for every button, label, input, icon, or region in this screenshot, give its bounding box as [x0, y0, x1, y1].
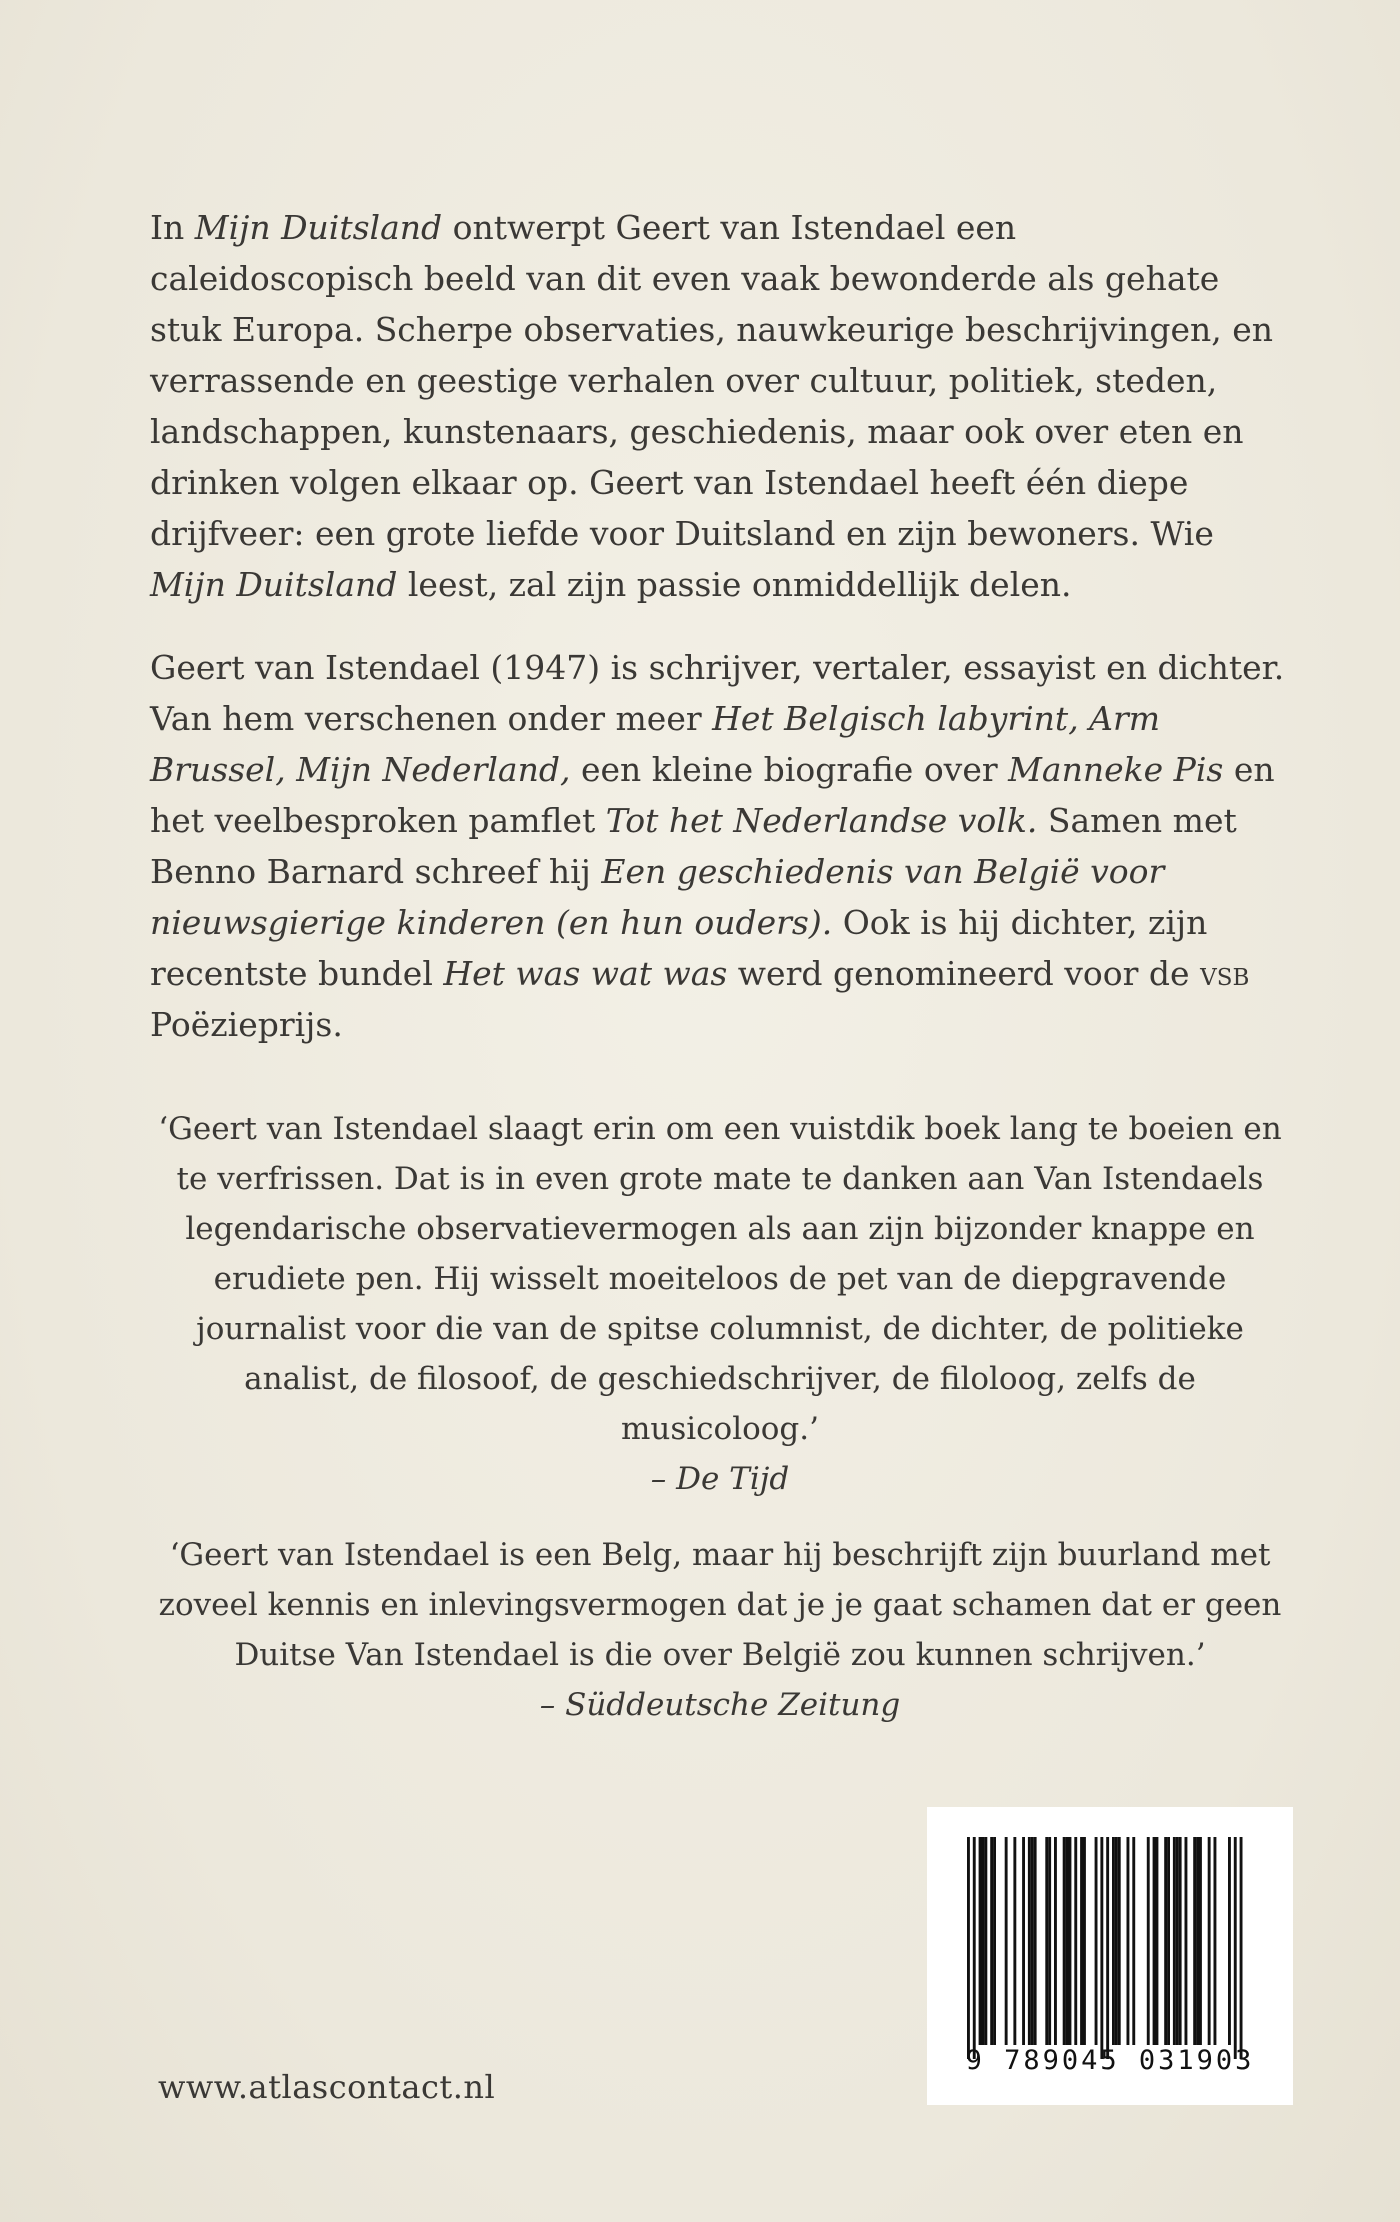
author-bio-text [150, 642, 1290, 1050]
barcode-bar [1208, 1837, 1211, 2045]
barcode-bar [1228, 1837, 1231, 2045]
text-run: Poëzieprijs. [150, 1005, 343, 1044]
text-run: In [150, 208, 195, 247]
text-run: Een geschiedenis van België voor nieuwsgierige kinderen (en hun ouders). [150, 852, 1165, 942]
text-run: Het was wat was [443, 954, 728, 993]
text-run: Manneke Pis [1008, 750, 1224, 789]
barcode-bar [1034, 1837, 1037, 2045]
barcode-bar [1112, 1837, 1115, 2045]
barcode-bar [1179, 1837, 1182, 2045]
text-run: Tot het Nederlandse volk. [605, 801, 1038, 840]
barcode-bar [1080, 1837, 1083, 2045]
isbn-barcode [927, 1807, 1293, 2105]
barcode-bar [1048, 1837, 1051, 2045]
barcode-bar [1066, 1837, 1069, 2045]
publisher-website: www.atlascontact.nl [158, 2068, 496, 2106]
barcode-bar [1132, 1837, 1135, 2045]
barcode-bar [1083, 1837, 1086, 2045]
author-bio-paragraph [150, 642, 1290, 1050]
barcode-bar [990, 1837, 993, 2045]
text-run: leest, zal zijn passie onmiddellijk delen. [397, 565, 1072, 604]
barcode-bar [1074, 1837, 1077, 2045]
text-run: Mijn Duitsland [194, 208, 443, 247]
barcode-bar [1115, 1837, 1118, 2045]
barcode-bar [1031, 1837, 1034, 2045]
review-quote-2 [150, 1530, 1290, 1730]
barcode-bar [973, 1837, 976, 2059]
isbn-number: 9 789045 031903 [965, 2045, 1255, 2076]
text-run: ontwerpt Geert van Istendael een caleidoscopisch beeld van dit even vaak bewonderde als gehate stuk Europa. Scherpe observaties, nauwkeurige beschrijvingen, en verrassende en geestige verhalen over cultuur, politiek, steden, landschappen, kunstenaars, geschiedenis, maar ook over eten en drinken volgen elkaar op. Geert van Istendael heeft één diepe drijfveer: een grote liefde voor Duitsland en zijn bewoners. Wie [150, 208, 1273, 553]
barcode-bar [1153, 1837, 1156, 2045]
barcode-bar [1164, 1837, 1167, 2045]
barcode-bar [1045, 1837, 1048, 2045]
barcode-bar [1176, 1837, 1179, 2045]
text-run: en het veelbesproken pamflet [150, 750, 1275, 840]
barcode-bar [1240, 1837, 1243, 2059]
barcode-bar [1013, 1837, 1016, 2045]
barcode-bar [1069, 1837, 1072, 2045]
review-quote-1-source: – De Tijd [650, 1461, 790, 1497]
text-run: Mijn Duitsland [150, 565, 398, 604]
text-run: Het Belgisch labyrint, Arm Brussel, Mijn Nederland, [150, 699, 1161, 789]
barcode-bar [982, 1837, 985, 2045]
barcode-bar [1118, 1837, 1121, 2045]
blurb-paragraph-1 [150, 202, 1290, 610]
barcode-bar [1063, 1837, 1066, 2045]
barcode-bar [1095, 1837, 1098, 2045]
review-quote-1-text: ‘Geert van Istendael slaagt erin om een vuistdik boek lang te boeien en te verfrissen. Dat is in even grote mate te danken aan Van Istendaels legendarische observatievermogen als aan zijn bijzonder knappe en erudiete pen. Hij wisselt moeiteloos de pet van de diepgravende journalist voor die van de spitse columnist, de dichter, de politieke analist, de filosoof, de geschiedschrijver, de filoloog, zelfs de musicoloog.’ [158, 1111, 1282, 1447]
barcode-bar [1147, 1837, 1150, 2045]
text-run: Samen met Benno Barnard schreef hij [150, 801, 1237, 891]
barcode-bar [967, 1837, 970, 2059]
barcode-bar [1106, 1837, 1109, 2059]
barcode-bar [984, 1837, 987, 2045]
barcode-bar [1127, 1837, 1130, 2045]
barcode-bar [1100, 1837, 1103, 2059]
barcode-bar [1214, 1837, 1217, 2045]
barcode-bar [1199, 1837, 1202, 2045]
barcode-bar [1193, 1837, 1196, 2045]
barcode-bar [1167, 1837, 1170, 2045]
barcode-bar [1005, 1837, 1008, 2045]
blurb-text-1 [150, 202, 1290, 610]
barcode-bar [993, 1837, 996, 2045]
review-quote-1 [150, 1104, 1290, 1504]
text-run: Geert van Istendael (1947) is schrijver, vertaler, essayist en dichter. Van hem verschenen onder meer [150, 648, 1285, 738]
text-run: werd genomineerd voor de [727, 954, 1201, 993]
barcode-bar [979, 1837, 982, 2045]
barcode-bar [1196, 1837, 1199, 2045]
barcode-bar [1185, 1837, 1188, 2045]
text-run: een kleine biografie over [570, 750, 1009, 789]
barcode-bar [1173, 1837, 1176, 2045]
review-quote-2-source: – Süddeutsche Zeitung [539, 1687, 901, 1723]
text-run: vsb [1200, 954, 1250, 993]
text-run: Ook is hij dichter, zijn recentste bundel [150, 903, 1208, 993]
review-quote-2-text: ‘Geert van Istendael is een Belg, maar hij beschrijft zijn buurland met zoveel kennis en inlevingsvermogen dat je je gaat schamen dat er geen Duitse Van Istendael is die over België zou kunnen schrijven.’ [158, 1537, 1282, 1673]
barcode-bar [1234, 1837, 1237, 2059]
barcode-bar [1156, 1837, 1159, 2045]
barcode-bar [1028, 1837, 1031, 2045]
barcode-bar [1054, 1837, 1057, 2045]
barcode-bar [1022, 1837, 1025, 2045]
